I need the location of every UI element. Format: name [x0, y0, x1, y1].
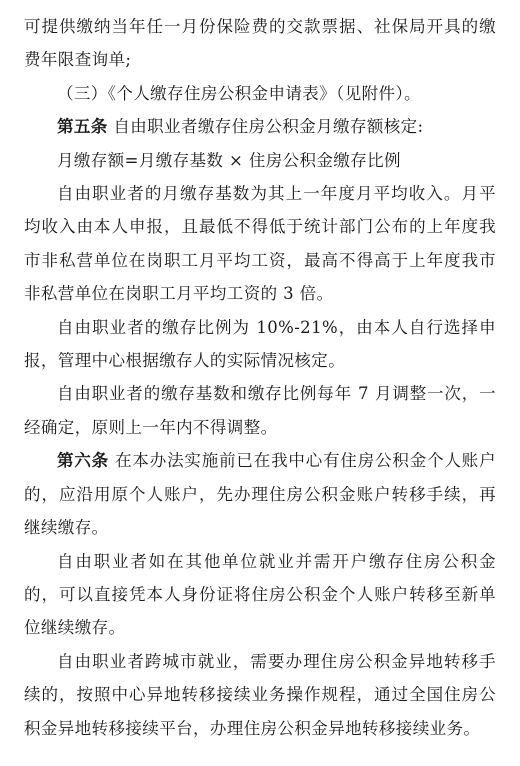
- paragraph-1: [24, 10, 496, 77]
- article-5-heading: [24, 110, 496, 143]
- paragraph-text: 可提供缴纳当年任一月份保险费的交款票据、社保局开具的缴费年限查询单;: [24, 17, 496, 70]
- paragraph-ratio: [24, 311, 496, 378]
- paragraph-transfer: [24, 545, 496, 645]
- paragraph-base: [24, 177, 496, 311]
- paragraph-cross-city: [24, 645, 496, 745]
- paragraph-2: [24, 77, 496, 110]
- paragraph-text: 自由职业者缴存住房公积金月缴存额核定:: [113, 117, 424, 137]
- paragraph-text: （三）《个人缴存住房公积金申请表》（见附件）。: [57, 83, 421, 103]
- article-label: 第五条: [57, 117, 108, 137]
- paragraph-text: 月缴存额=月缴存基数 × 住房公积金缴存比例: [57, 150, 401, 170]
- article-label: 第六条: [57, 451, 109, 471]
- paragraph-text: 自由职业者的缴存基数和缴存比例每年 7 月调整一次，一经确定，原则上一年内不得调整。: [24, 384, 496, 437]
- paragraph-text: 自由职业者的月缴存基数为其上一年度月平均收入。月平均收入由本人申报，且最低不得低于统计部门公布的上年度我市非私营单位在岗职工月平均工资，最高不得高于上年度我市非私营单位在岗职工月平均工资的 3 倍。: [24, 184, 496, 304]
- paragraph-adjust: [24, 377, 496, 444]
- paragraph-text: 自由职业者如在其他单位就业并需开户缴存住房公积金的，可以直接凭本人身份证将住房公积金个人账户转移至新单位继续缴存。: [24, 551, 496, 638]
- article-6-heading: [24, 444, 496, 544]
- paragraph-text: 自由职业者的缴存比例为 10%-21%，由本人自行选择申报，管理中心根据缴存人的实际情况核定。: [24, 317, 496, 371]
- formula-line: [24, 144, 496, 177]
- paragraph-text: 自由职业者跨城市就业，需要办理住房公积金异地转移手续的，按照中心异地转移接续业务操作规程，通过全国住房公积金异地转移接续平台，办理住房公积金异地转移接续业务。: [24, 651, 496, 738]
- paragraph-text: 在本办法实施前已在我中心有住房公积金个人账户的，应沿用原个人账户，先办理住房公积金账户转移手续，再继续缴存。: [24, 451, 496, 538]
